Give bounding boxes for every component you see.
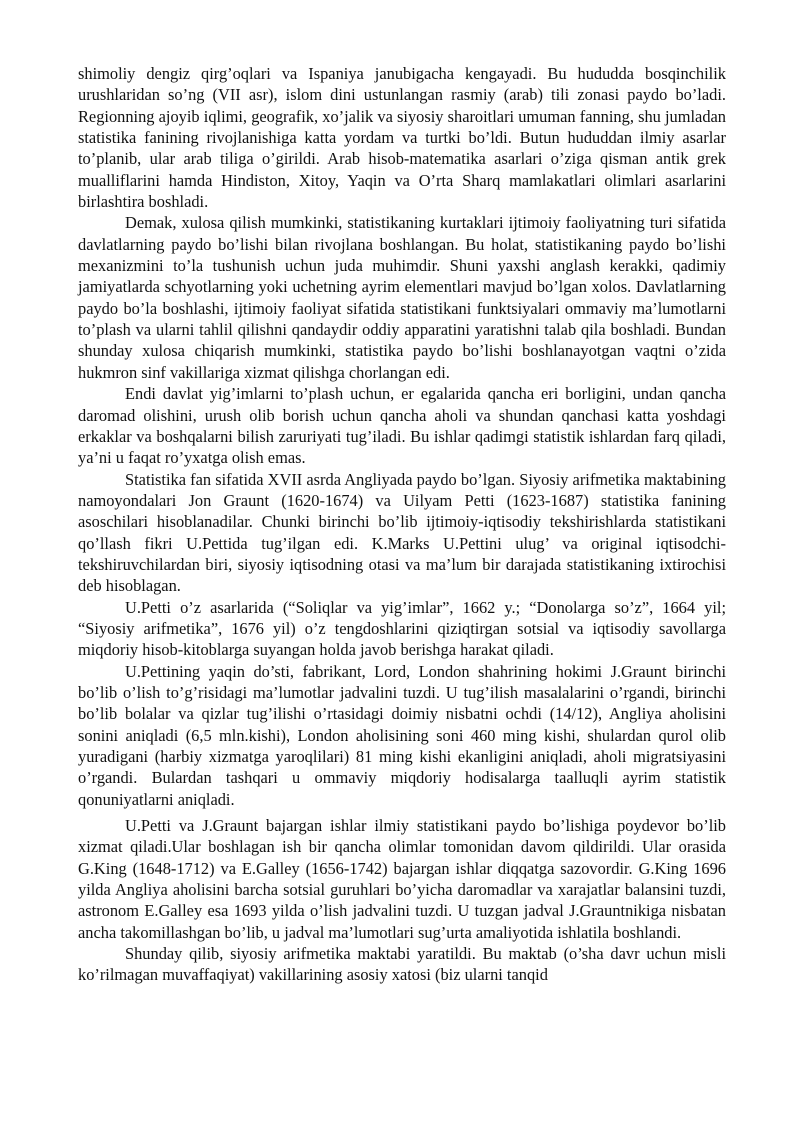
paragraph-statistics-origins: Demak, xulosa qilish mumkinki, statistikaning kurtaklari ijtimoiy faoliyatning turi sifatida davlatlarning paydo bo’lishi bilan rivojlana boshlangan. Bu holat, statistikaning paydo bo’lishi mexanizmini to’la tushunish uchun juda muhimdir. Shuni yaxshi anglash kerakki, qadimiy jamiyatlarda schyotlarning yoki uchetning ayrim elementlari mavjud bo’lgan xolos. Davlatlarning paydo bo’la boshlashi, ijtimoiy faoliyat sifatida statistikani funktsiyalari ommaviy ma’lumotlarni to’plash va ularni tahlil qilishni qandaydir oddiy apparatini yaratishni talab qila boshladi. Bundan shunday xulosa chiqarish mumkinki, statistika paydo bo’lishi boshlanayotgan vaqtni o’zida hukmron sinf vakillariga xizmat qilishga chorlangan edi. (78, 213, 726, 382)
paragraph-continuation: shimoliy dengiz qirg’oqlari va Ispaniya janubigacha kengayadi. Bu hududda bosqinchilik urushlaridan so’ng (VII asr), islom dini ustunlangan rasmiy (arab) tili zonasi paydo bo’ladi. Regionning ajoyib iqlimi, geografik, xo’jalik va siyosiy sharoitlari umuman fanning, shu jumladan statistika fanining rivojlanishiga katta yordam va turtki bo’ldi. Butun hududdan ilmiy asarlar to’planib, ular arab tiliga o’girildi. Arab hisob-matematika asarlari o’ziga qisman antik grek mualliflarini hamda Hindiston, Xitoy, Yaqin va O’rta Sharq mamlakatlari olimlari asarlarini birlashtira boshladi. (78, 64, 726, 212)
paragraph-science-england: Statistika fan sifatida XVII asrda Angliyada paydo bo’lgan. Siyosiy arifmetika maktabining namoyondalari Jon Graunt (1620-1674) va Uilyam Petti (1623-1687) statistika fanining asoschilari hisoblanadilar. Chunki birinchi bo’lib ijtimoiy-iqtisodiy tekshirishlarda statistikani qo’llash fikri U.Pettida tug’ilgan edi. K.Marks U.Pettini ulug’ va original iqtisodchi-tekshiruvchilardan biri, siyosiy iqtisodning otasi va ma’lum bir darajada statistikaning ixtirochisi deb hisoblagan. (78, 469, 726, 596)
paragraph-state-levies: Endi davlat yig’imlarni to’plash uchun, er egalarida qancha eri borligini, undan qancha daromad olishini, urush olib borish uchun qancha aholi va shundan qanchasi katta yoshdagi erkaklar va boshqalarni bilish zaruriyati tug’iladi. Bu ishlar qadimgi statistik ishlardan farq qiladi, ya’ni u faqat ro’yxatga olish emas. (78, 384, 726, 468)
document-body (78, 63, 726, 986)
paragraph-political-arithmetic: Shunday qilib, siyosiy arifmetika maktabi yaratildi. Bu maktab (o’sha davr uchun misli ko’rilmagan muvaffaqiyat) vakillarining asosiy xatosi (biz ularni tanqid (78, 944, 726, 985)
paragraph-petti-works: U.Petti o’z asarlarida (“Soliqlar va yig’imlar”, 1662 y.; “Donolarga so’z”, 1664 yil; “Siyosiy arifmetika”, 1676 yil) o’z tengdoshlarini qiziqtirgan sotsial va iqtisodiy savollarga miqdoriy hisob-kitoblarga suyangan holda javob berishga harakat qiladi. (78, 597, 726, 660)
paragraph-graunt: U.Pettining yaqin do’sti, fabrikant, Lord, London shahrining hokimi J.Graunt birinchi bo’lib o’lish to’g’risidagi ma’lumotlar jadvalini tuzdi. U tug’ilish masalalarini o’rgandi, birinchi bo’lib bolalar va qizlar tug’ilishi o’rtasidagi doimiy nisbatni ochdi (14/12), Angliya aholisini sonini aniqladi (6,5 mln.kishi), London aholisining soni 460 ming kishi, shulardan qurol olib yuradigani (harbiy xizmatga yaroqlilari) 81 ming kishi ekanligini aniqladi, aholi migratsiyasini o’rgandi. Bulardan tashqari u ommaviy miqdoriy hodisalarga taalluqli ayrim statistik qonuniyatlarni aniqladi. (78, 661, 726, 809)
paragraph-king-galley: U.Petti va J.Graunt bajargan ishlar ilmiy statistikani paydo bo’lishiga poydevor bo’lib xizmat qiladi.Ular boshlagan ish bir qancha olimlar tomonidan davom qildirildi. Ular orasida G.King (1648-1712) va E.Galley (1656-1742) bajargan ishlar diqqatga sazovordir. G.King 1696 yilda Angliya aholisini barcha sotsial guruhlari bo’yicha daromadlar va xarajatlar balansini tuzdi, astronom E.Galley esa 1693 yilda o’lish jadvalini tuzdi. U tuzgan jadval J.Grauntnikiga nisbatan ancha takomillashgan bo’lib, u jadval ma’lumotlari sug’urta amaliyotida ishlatila boshlandi. (78, 816, 726, 942)
